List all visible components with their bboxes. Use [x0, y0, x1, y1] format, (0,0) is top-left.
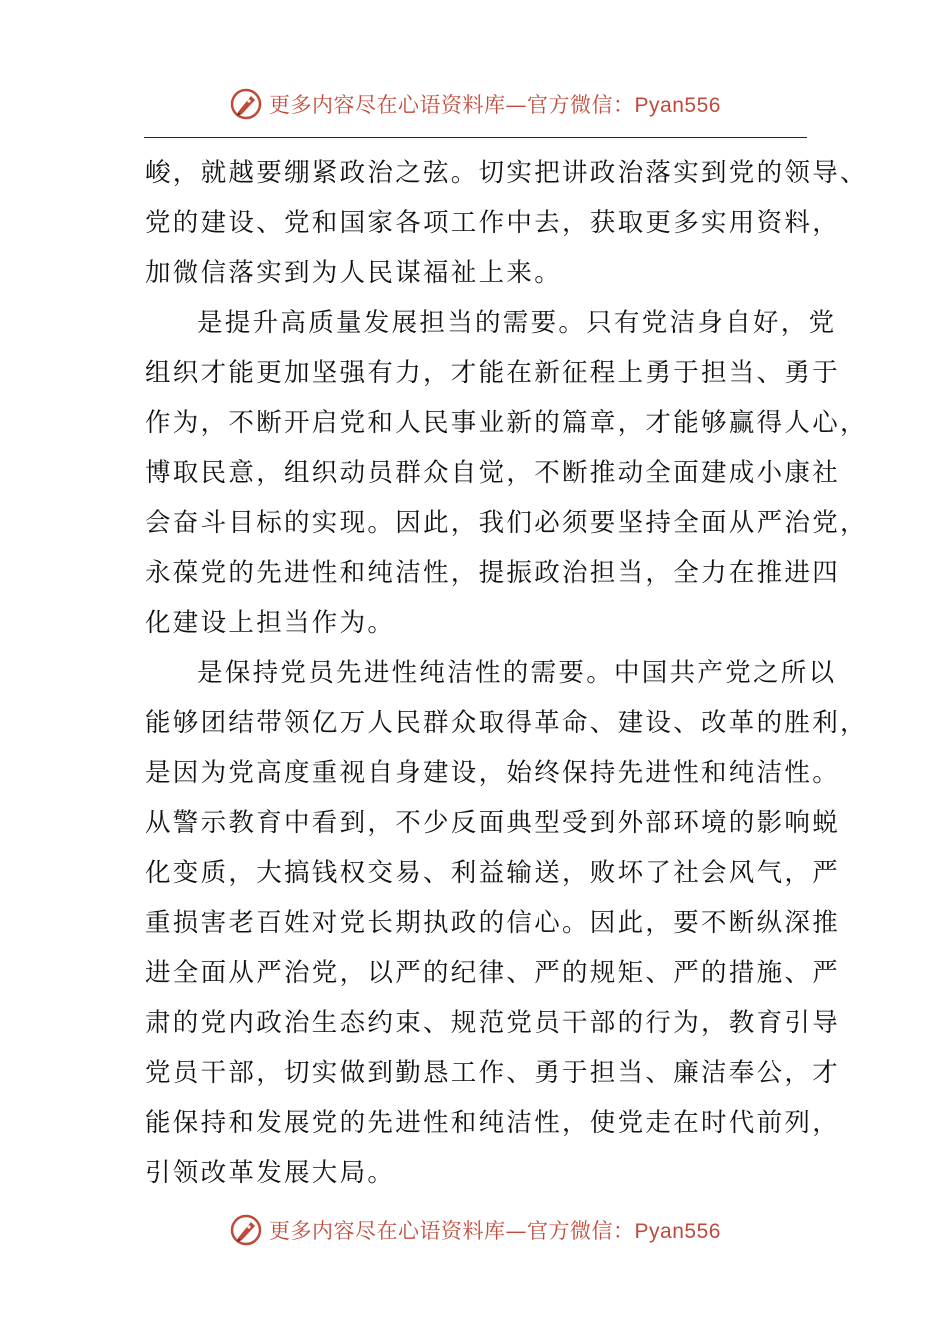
- paragraph-start-line: 是提升高质量发展担当的需要。只有党洁身自好，党: [197, 308, 837, 338]
- body-line: 肃的党内政治生态约束、规范党员干部的行为，教育引导: [145, 1008, 841, 1038]
- body-line: 党的建设、党和国家各项工作中去，获取更多实用资料，: [145, 208, 841, 238]
- body-line: 引领改革发展大局。: [145, 1158, 396, 1188]
- body-line: 峻，就越要绷紧政治之弦。切实把讲政治落实到党的领导、: [145, 158, 868, 188]
- body-line: 加微信落实到为人民谋福祉上来。: [145, 258, 563, 288]
- body-line: 化建设上担当作为。: [145, 608, 396, 638]
- header-wechat-id: Pyan556: [634, 94, 721, 117]
- footer-banner: [0, 1210, 950, 1250]
- header-banner-text: 更多内容尽在心语资料库—官方微信：Pyan556: [269, 93, 721, 117]
- pen-nib-circle-logo-icon: [229, 87, 263, 121]
- body-line: 从警示教育中看到，不少反面典型受到外部环境的影响蜕: [145, 808, 841, 838]
- body-line: 重损害老百姓对党长期执政的信心。因此，要不断纵深推: [145, 908, 841, 938]
- pen-nib-circle-logo-icon: [229, 1213, 263, 1247]
- body-line: 能保持和发展党的先进性和纯洁性，使党走在时代前列，: [145, 1108, 841, 1138]
- body-line: 会奋斗目标的实现。因此，我们必须要坚持全面从严治党，: [145, 508, 868, 538]
- body-line: 作为，不断开启党和人民事业新的篇章，才能够赢得人心，: [145, 408, 868, 438]
- header-banner: [0, 84, 950, 124]
- document-body: [145, 148, 868, 1198]
- body-line: 化变质，大搞钱权交易、利益输送，败坏了社会风气，严: [145, 858, 841, 888]
- body-line: 是因为党高度重视自身建设，始终保持先进性和纯洁性。: [145, 758, 841, 788]
- body-line: 永葆党的先进性和纯洁性，提振政治担当，全力在推进四: [145, 558, 841, 588]
- body-line: 进全面从严治党，以严的纪律、严的规矩、严的措施、严: [145, 958, 841, 988]
- body-line: 博取民意，组织动员群众自觉，不断推动全面建成小康社: [145, 458, 841, 488]
- header-divider: [144, 137, 807, 138]
- paragraph-start-line: 是保持党员先进性纯洁性的需要。中国共产党之所以: [197, 658, 837, 688]
- footer-banner-text: 更多内容尽在心语资料库—官方微信：Pyan556: [269, 1219, 721, 1243]
- body-line: 党员干部，切实做到勤恳工作、勇于担当、廉洁奉公，才: [145, 1058, 841, 1088]
- body-line: 能够团结带领亿万人民群众取得革命、建设、改革的胜利，: [145, 708, 868, 738]
- body-line: 组织才能更加坚强有力，才能在新征程上勇于担当、勇于: [145, 358, 841, 388]
- footer-wechat-id: Pyan556: [634, 1220, 721, 1243]
